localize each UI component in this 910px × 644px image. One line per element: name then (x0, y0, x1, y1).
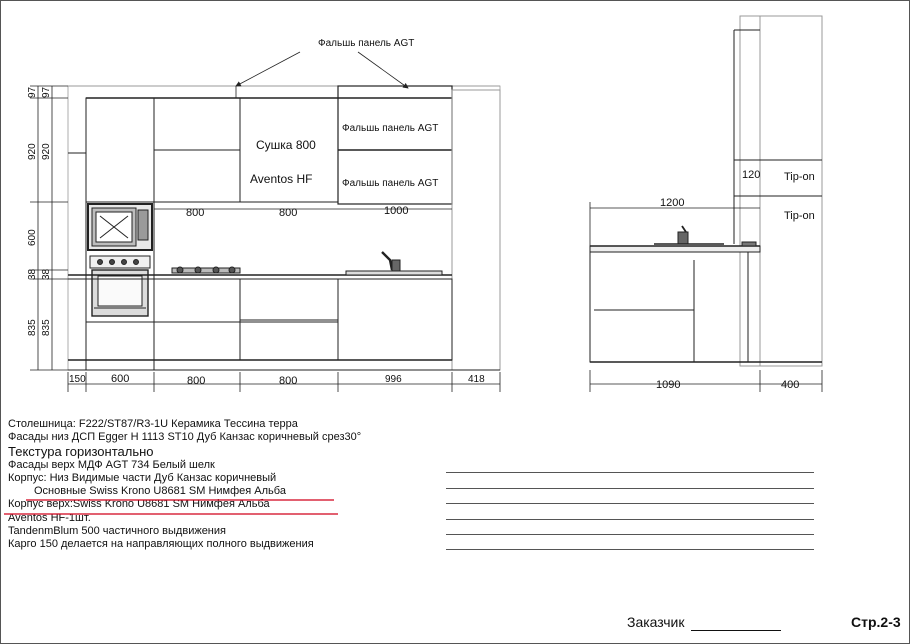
height-dim-outer-97: 97 (27, 86, 38, 98)
height-dim-outer-600: 600 (27, 229, 38, 246)
false-panel-label-2: Фальшь панель AGT (342, 178, 439, 189)
customer-signature-line (691, 630, 781, 631)
bottom-width-150: 150 (69, 374, 86, 385)
sig-line (446, 473, 814, 488)
note-cargo: Карго 150 делается на направляющих полного выдвижения (8, 538, 314, 551)
sig-line (446, 504, 814, 519)
bottom-width-996: 996 (385, 374, 402, 385)
page-number: Стр.2-3 (851, 614, 901, 630)
customer-label: Заказчик (627, 614, 685, 630)
dryer-label: Сушка 800 (256, 138, 316, 152)
height-dim-inner-38: 38 (41, 268, 52, 280)
bottom-width-800-1: 800 (187, 375, 206, 387)
note-aventos: Aventos HF-1шт. (8, 511, 91, 524)
side-top-width: 1200 (660, 197, 685, 209)
note-fronts-lower: Фасады низ ДСП Egger H 1113 ST10 Дуб Канзас коричневый срез30° (8, 431, 362, 444)
signature-lines (446, 458, 814, 550)
top-callout-label: Фальшь панель AGT (318, 38, 415, 49)
note-carcass-lower: Корпус: Низ Видимые части Дуб Канзас коричневый (8, 471, 277, 484)
height-dim-outer-835: 835 (27, 319, 38, 336)
height-dim-inner-920: 920 (41, 143, 52, 160)
sig-line (446, 458, 814, 473)
upper-width-1: 800 (186, 207, 205, 219)
side-bottom-depth: 1090 (656, 379, 681, 391)
note-texture: Текстура горизонтально (8, 443, 154, 459)
side-tall-depth: 400 (781, 379, 800, 391)
note-fronts-upper: Фасады верх МДФ AGT 734 Белый шелк (8, 458, 215, 471)
height-dim-outer-38: 38 (27, 268, 38, 280)
false-panel-label-1: Фальшь панель AGT (342, 123, 439, 134)
note-tandem: TandenmBlum 500 частичного выдвижения (8, 525, 226, 538)
bottom-width-600: 600 (111, 373, 130, 385)
sig-line (446, 535, 814, 550)
bottom-width-418: 418 (468, 374, 485, 385)
side-dim-120: 120 (742, 169, 761, 181)
aventos-label: Aventos HF (250, 172, 313, 186)
height-dim-inner-97: 97 (41, 86, 52, 98)
sig-line (446, 520, 814, 535)
height-dim-outer-920: 920 (27, 143, 38, 160)
tip-on-label-1: Tip-on (784, 171, 815, 183)
upper-width-2: 800 (279, 207, 298, 219)
upper-width-3: 1000 (384, 205, 409, 217)
bottom-width-800-2: 800 (279, 375, 298, 387)
note-worktop: Столешница: F222/ST87/R3-1U Керамика Тессина терра (8, 418, 298, 430)
note-carcass-main: Основные Swiss Krono U8681 SM Нимфея Альба (34, 485, 286, 498)
tip-on-label-2: Tip-on (784, 210, 815, 222)
height-dim-inner-835: 835 (41, 319, 52, 336)
sig-line (446, 489, 814, 504)
note-carcass-upper: Корпус верх:Swiss Krono U8681 SM Нимфея Альба (8, 498, 270, 511)
